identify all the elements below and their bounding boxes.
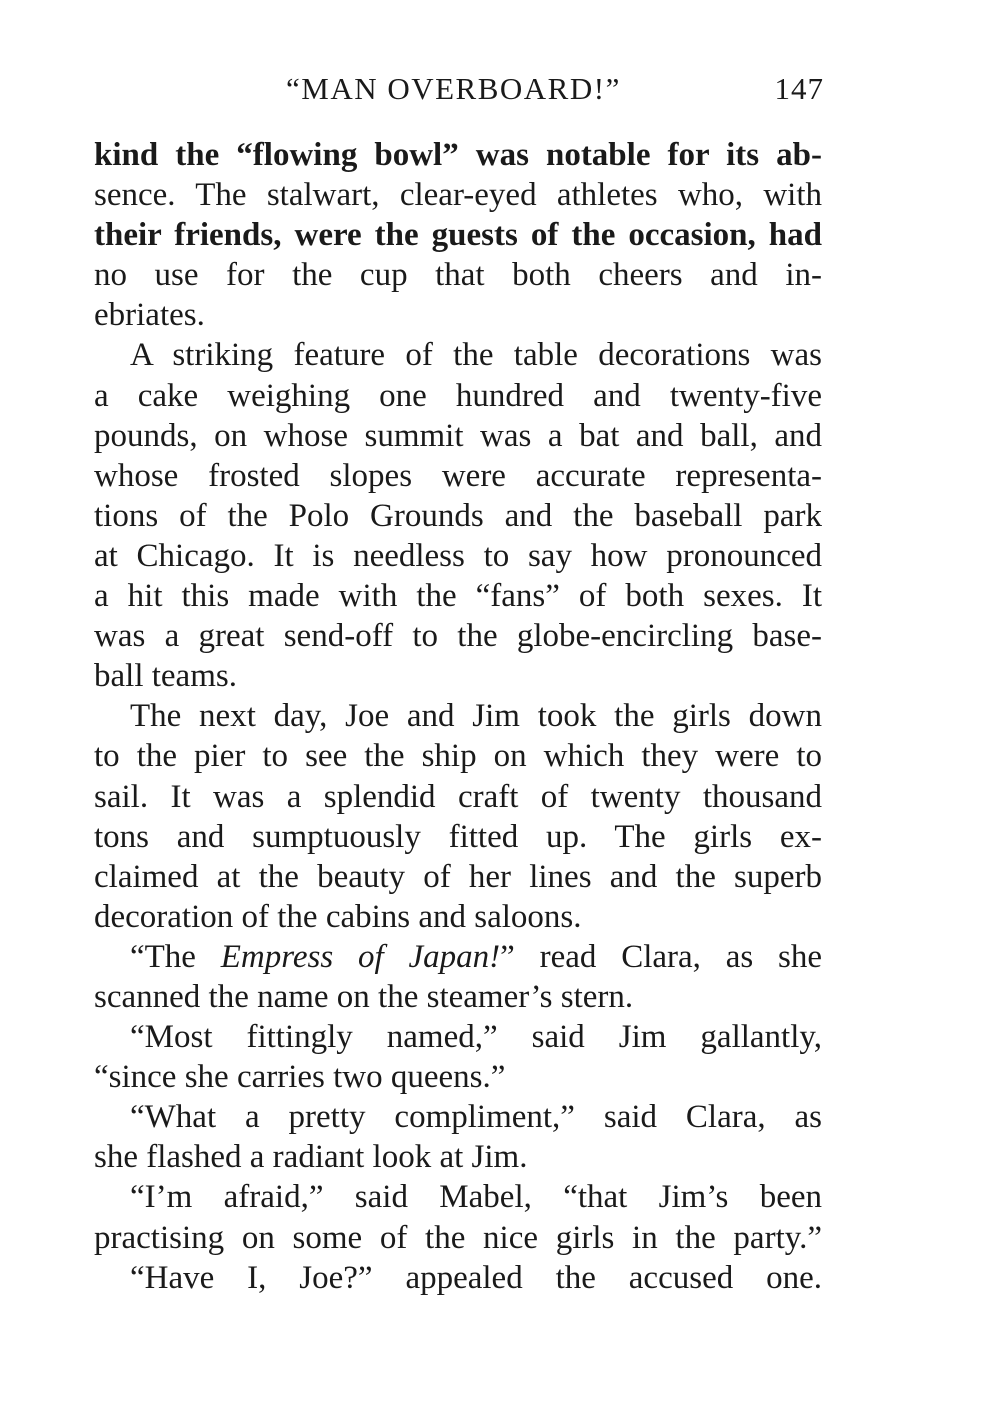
text-line: a cake weighing one hundred and twenty-five xyxy=(94,377,822,414)
text-line: tons and sumptuously fitted up. The girls ex- xyxy=(94,818,822,855)
text-line: to the pier to see the ship on which they were to xyxy=(94,738,822,775)
text-line: A striking feature of the table decorations was xyxy=(130,337,822,374)
text-line: tions of the Polo Grounds and the baseball park xyxy=(94,497,822,534)
text-line: pounds, on whose summit was a bat and ball, and xyxy=(94,417,822,454)
running-head: “MAN OVERBOARD!” xyxy=(286,71,621,106)
text-line: scanned the name on the steamer’s stern. xyxy=(94,978,634,1015)
text-line: no use for the cup that both cheers and in- xyxy=(94,257,822,294)
page-number: 147 xyxy=(774,71,824,106)
text-line: was a great send-off to the globe-encircling base- xyxy=(94,618,822,655)
text-line: “I’m afraid,” said Mabel, “that Jim’s been xyxy=(130,1179,822,1216)
text-line: “Have I, Joe?” appealed the accused one. xyxy=(130,1259,822,1296)
text-line: The next day, Joe and Jim took the girls down xyxy=(130,698,822,735)
text-line: ebriates. xyxy=(94,297,205,334)
italic-ship-name: Empress of Japan! xyxy=(220,938,501,975)
body-text xyxy=(94,135,822,1298)
text-line: a hit this made with the “fans” of both sexes. It xyxy=(94,578,822,615)
text-line: practising on some of the nice girls in the party.” xyxy=(94,1219,822,1256)
text-line: sence. The stalwart, clear-eyed athletes who, with xyxy=(94,177,822,214)
text-line xyxy=(94,937,822,977)
text-line: “since she carries two queens.” xyxy=(94,1059,506,1096)
text-line: “Most fittingly named,” said Jim gallantly, xyxy=(130,1019,822,1056)
text-line: at Chicago. It is needless to say how pronounced xyxy=(94,537,822,574)
text-line: decoration of the cabins and saloons. xyxy=(94,898,582,935)
text-line: whose frosted slopes were accurate representa- xyxy=(94,457,822,494)
text-line: ball teams. xyxy=(94,658,237,695)
page-header xyxy=(94,66,824,112)
text-line: kind the “flowing bowl” was notable for its ab- xyxy=(94,137,822,173)
text-line: claimed at the beauty of her lines and the superb xyxy=(94,858,822,895)
text-line: “What a pretty compliment,” said Clara, as xyxy=(130,1099,822,1136)
text-segment: “The xyxy=(130,938,221,975)
text-line: she flashed a radiant look at Jim. xyxy=(94,1139,528,1176)
text-line: their friends, were the guests of the occasion, had xyxy=(94,217,822,254)
text-segment: ” read Clara, as she xyxy=(500,938,822,975)
text-line: sail. It was a splendid craft of twenty thousand xyxy=(94,778,822,815)
